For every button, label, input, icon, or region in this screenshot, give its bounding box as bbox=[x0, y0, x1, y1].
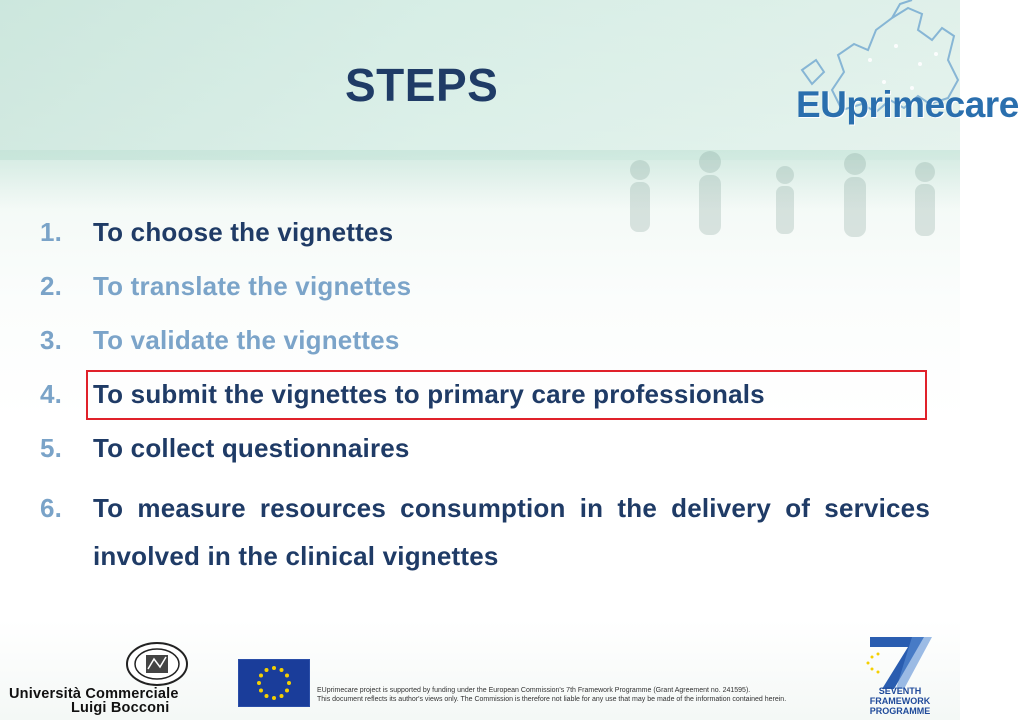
step-text: To choose the vignettes bbox=[93, 217, 394, 247]
step-text: To measure resources consumption in the delivery of services involved in the clinical vignettes bbox=[93, 493, 930, 571]
highlight-box bbox=[86, 370, 927, 420]
step-item bbox=[40, 268, 930, 304]
funding-disclaimer bbox=[317, 686, 857, 704]
step-number: 6. bbox=[40, 493, 63, 523]
brand-logo-text: EUprimecare bbox=[796, 84, 1019, 125]
fp7-label-line1: SEVENTH FRAMEWORK bbox=[869, 686, 931, 706]
step-text: To submit the vignettes to primary care professionals bbox=[93, 379, 765, 409]
step-number: 3. bbox=[40, 325, 63, 355]
fp7-label bbox=[852, 686, 948, 716]
step-number: 1. bbox=[40, 217, 63, 247]
step-text: To collect questionnaires bbox=[93, 433, 410, 463]
university-name-line1: Università Commerciale bbox=[9, 686, 179, 702]
step-item bbox=[40, 430, 930, 466]
fp7-logo-icon bbox=[860, 633, 940, 691]
bocconi-seal-icon bbox=[124, 641, 190, 687]
disclaimer-line1: EUprimecare project is supported by funding under the European Commission's 7th Framework Programme (Grant Agreement no. 241595). bbox=[317, 687, 751, 694]
step-item bbox=[40, 322, 930, 358]
fp7-label-line2: PROGRAMME bbox=[869, 706, 931, 716]
slide-title: STEPS bbox=[345, 59, 499, 111]
step-number: 5. bbox=[40, 433, 63, 463]
step-item bbox=[40, 214, 930, 250]
step-number: 4. bbox=[40, 379, 63, 409]
step-number: 2. bbox=[40, 271, 63, 301]
step-text: To translate the vignettes bbox=[93, 271, 412, 301]
eu-flag-icon bbox=[238, 659, 310, 707]
step-item bbox=[40, 484, 930, 580]
disclaimer-line2: This document reflects its author's views only. The Commission is therefore not liable for any use that may be made of the information contained herein. bbox=[317, 696, 787, 703]
step-text: To validate the vignettes bbox=[93, 325, 400, 355]
university-name-line2: Luigi Bocconi bbox=[71, 700, 170, 716]
